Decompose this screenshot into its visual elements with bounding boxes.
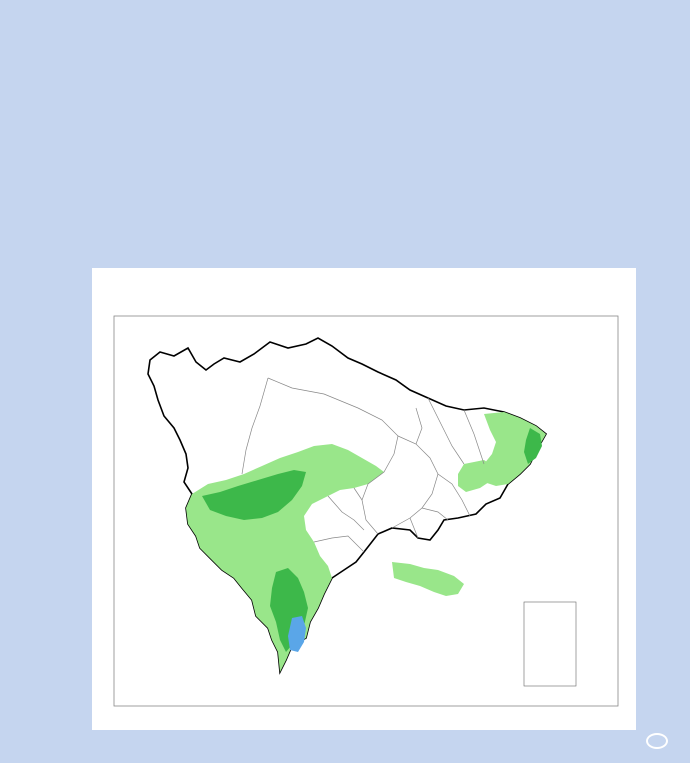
map-canvas (92, 268, 636, 730)
precipitation-map (92, 268, 636, 730)
weibo-icon (646, 733, 668, 749)
map-legend (524, 602, 576, 686)
weibo-watermark (646, 733, 672, 749)
